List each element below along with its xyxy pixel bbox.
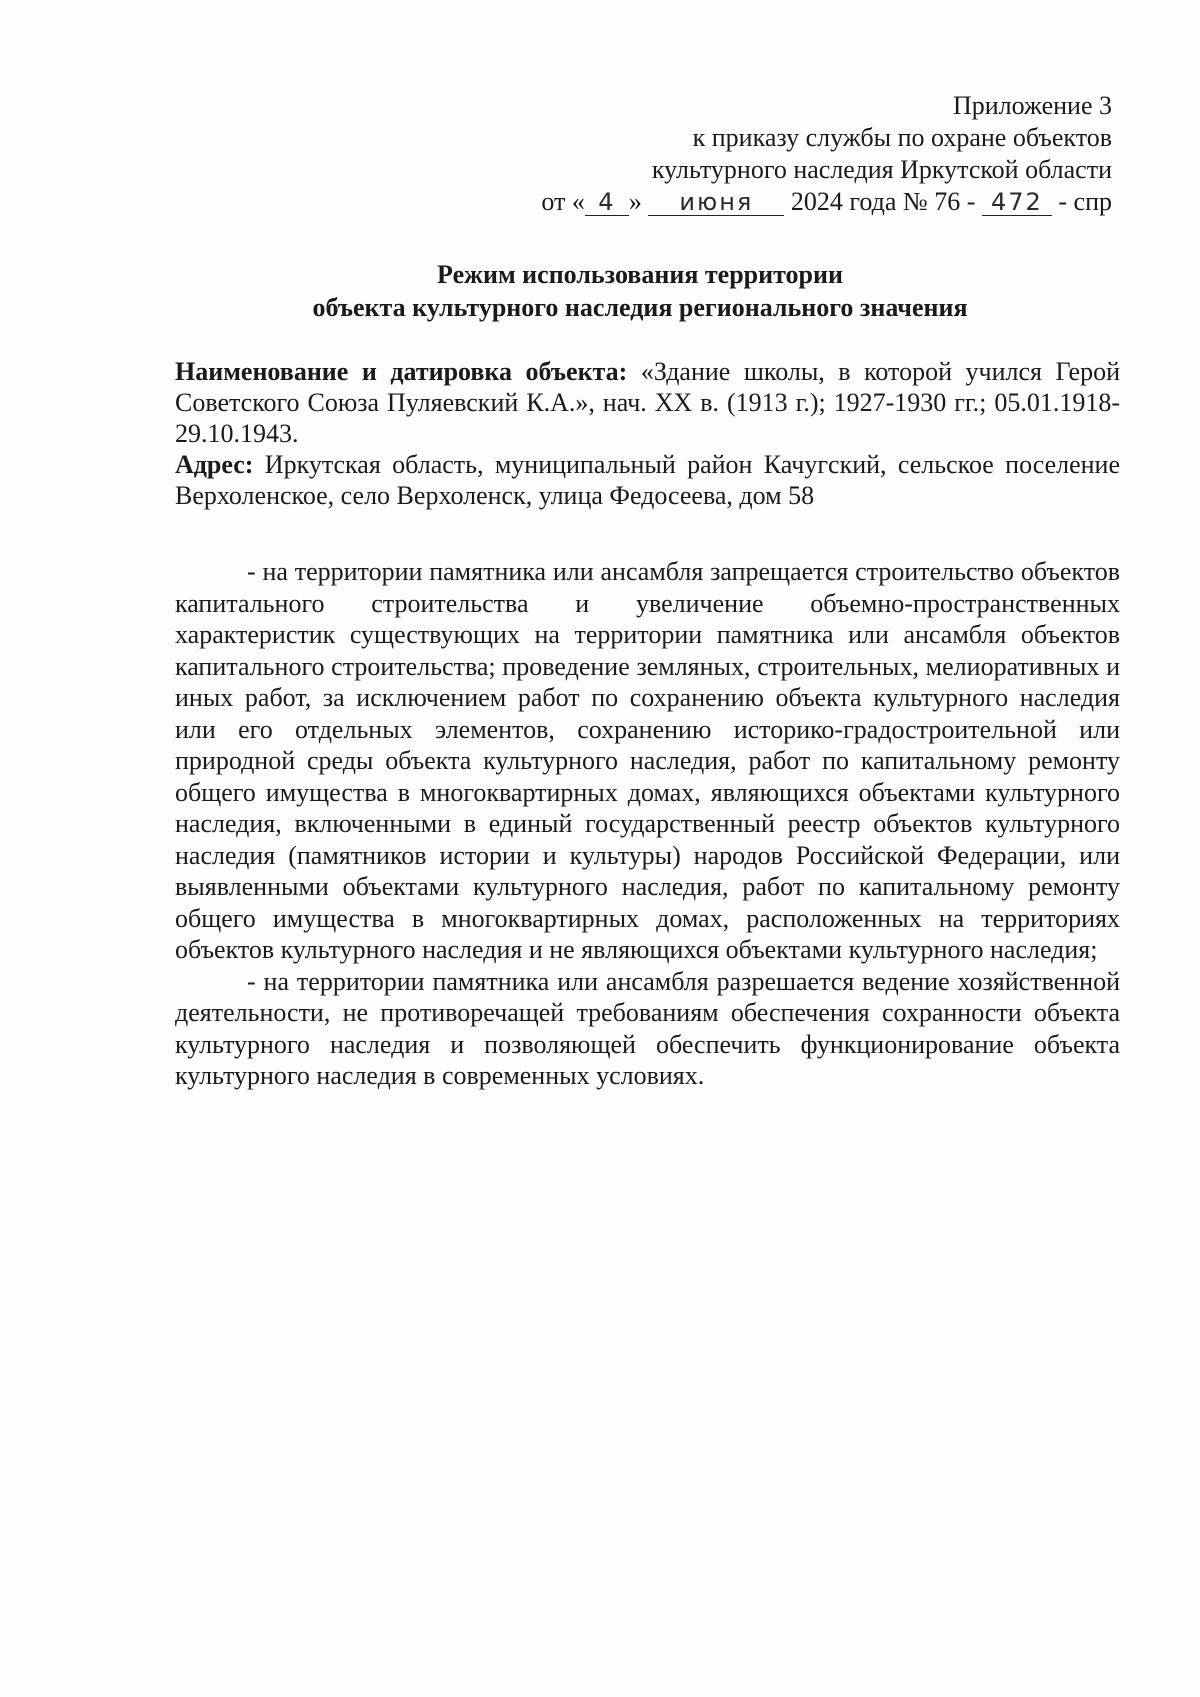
rule-prohibitions: - на территории памятника или ансамбля запрещается строительство объектов капитального строительства и увеличение объемно-пространственных характеристик существующих на территории памятника или ансамбля объектов капитального строительства; проведение земляных, строительных, мелиоративных и иных работ, за исключением работ по сохранению объекта культурного наследия или его отдельных элементов, сохранению историко-градостроительной или природной среды объекта культурного наследия, работ по капитальному ремонту общего имущества в многоквартирных домах, являющихся объектами культурного наследия, включенными в единый государственный реестр объектов культурного наследия (памятников истории и культуры) народов Российской Федерации, или выявленными объектами культурного наследия, работ по капитальному ремонту общего имущества в многоквартирных домах, расположенных на территориях объектов культурного наследия и не являющихся объектами культурного наследия; [175,557,1120,964]
object-address-paragraph [175,449,1120,511]
date-year-text: 2024 года № 76 - [790,187,976,216]
handwritten-month: июня [648,189,784,216]
object-name-value: «Здание школы, в которой учился Герой Советского Союза Пуляевский К.А.», нач. XX в. (1913 г.); 1927-1930 гг.; 05.01.1918-29.10.1943. [175,357,1120,448]
document-title [160,258,1120,324]
date-mid: » [628,187,642,216]
appendix-label: Приложение 3 [952,91,1112,120]
handwritten-order-number: 472 [982,189,1052,216]
appendix-header [492,90,1112,218]
agency-name-line: культурного наследия Иркутской области [651,155,1112,184]
address-value: Иркутская область, муниципальный район Качугский, сельское поселение Верхоленское, село Верхоленск, улица Федосеева, дом 58 [175,450,1120,510]
address-label: Адрес: [175,450,254,479]
object-name-paragraph [175,356,1120,449]
order-reference-line: к приказу службы по охране объектов [692,123,1112,152]
object-name-label: Наименование и датировка объекта: [175,357,628,386]
handwritten-day: 4 [585,189,629,216]
object-info [175,356,1120,511]
title-line-2: объекта культурного наследия регионального значения [312,293,968,322]
order-date-line [492,186,1112,218]
order-suffix: - спр [1058,187,1112,216]
date-prefix: от « [541,187,585,216]
title-line-1: Режим использования территории [437,260,843,289]
rule-permissions: - на территории памятника или ансамбля разрешается ведение хозяйственной деятельности, не противоречащей требованиям обеспечения сохранности объекта культурного наследия и позволяющей обеспечить функционирование объекта культурного наследия в современных условиях. [175,966,1120,1090]
usage-rules [175,556,1120,1092]
